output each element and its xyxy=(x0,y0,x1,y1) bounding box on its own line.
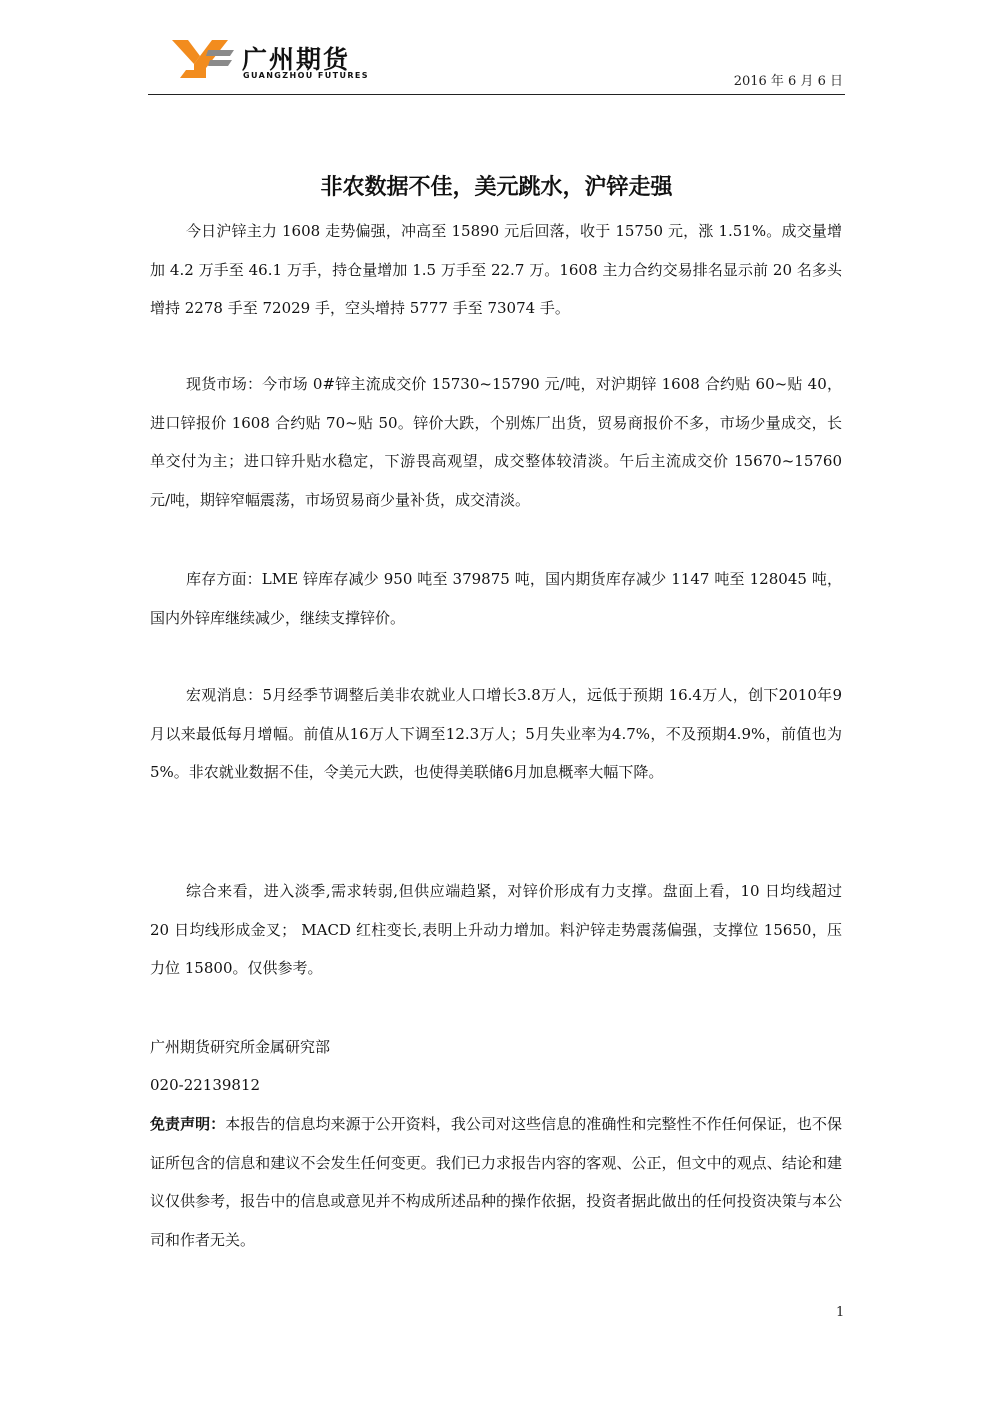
disclaimer-label: 免责声明： xyxy=(150,1115,226,1133)
logo-english-name: GUANGZHOU FUTURES xyxy=(243,71,369,80)
department-name: 广州期货研究所金属研究部 xyxy=(150,1038,331,1056)
report-title: 非农数据不佳，美元跳水，沪锌走强 xyxy=(320,175,673,200)
paragraph-inventory: 库存方面：LME 锌库存减少 950 吨至 379875 吨，国内期货库存减少 1147 吨至 128045 吨，国内外锌库继续减少，继续支撑锌价。 xyxy=(150,570,842,627)
paragraph-market-summary: 今日沪锌主力 1608 走势偏强，冲高至 15890 元后回落，收于 15750 元，涨 1.51%。成交量增加 4.2 万手至 46.1 万手，持仓量增加 1.5 万手至 22.7 万。1608 主力合约交易排名显示前 20 名多头增持 2278 手至 72029 手，空头增持 5777 手至 73074 手。 xyxy=(150,222,842,317)
logo-chinese-name: 广州期货 xyxy=(242,45,351,74)
page-number: 1 xyxy=(836,1305,845,1320)
disclaimer xyxy=(150,1105,842,1259)
paragraph-spot-market: 现货市场：今市场 0#锌主流成交价 15730~15790 元/吨，对沪期锌 1608 合约贴 60~贴 40，进口锌报价 1608 合约贴 70~贴 50。锌价大跌，个别炼厂出货，贸易商报价不多，市场少量成交，长单交付为主；进口锌升贴水稳定，下游畏高观望，成交整体较清淡。午后主流成交价 15670~15760 元/吨，期锌窄幅震荡，市场贸易商少量补货，成交清淡。 xyxy=(150,375,842,509)
page-header xyxy=(148,30,845,95)
paragraph-macro-news: 宏观消息：5月经季节调整后美非农就业人口增长3.8万人，远低于预期 16.4万人，创下2010年9月以来最低每月增幅。前值从16万人下调至12.3万人；5月失业率为4.7%，不及预期4.9%，前值也为5%。非农就业数据不佳，令美元大跌，也使得美联储6月加息概率大幅下降。 xyxy=(150,686,842,781)
contact-phone: 020-22139812 xyxy=(150,1076,261,1094)
report-date: 2016 年 6 月 6 日 xyxy=(733,74,843,89)
company-logo xyxy=(172,38,372,84)
paragraph-conclusion: 综合来看，进入淡季,需求转弱,但供应端趋紧，对锌价形成有力支撑。盘面上看，10 日均线超过 20 日均线形成金叉； MACD 红柱变长,表明上升动力增加。料沪锌走势震荡偏强，支撑位 15650，压力位 15800。仅供参考。 xyxy=(150,882,842,977)
yf-logo-icon xyxy=(172,38,236,80)
disclaimer-text: 本报告的信息均来源于公开资料，我公司对这些信息的准确性和完整性不作任何保证，也不保证所包含的信息和建议不会发生任何变更。我们已力求报告内容的客观、公正，但文中的观点、结论和建议仅供参考，报告中的信息或意见并不构成所述品种的操作依据，投资者据此做出的任何投资决策与本公司和作者无关。 xyxy=(150,1115,842,1249)
